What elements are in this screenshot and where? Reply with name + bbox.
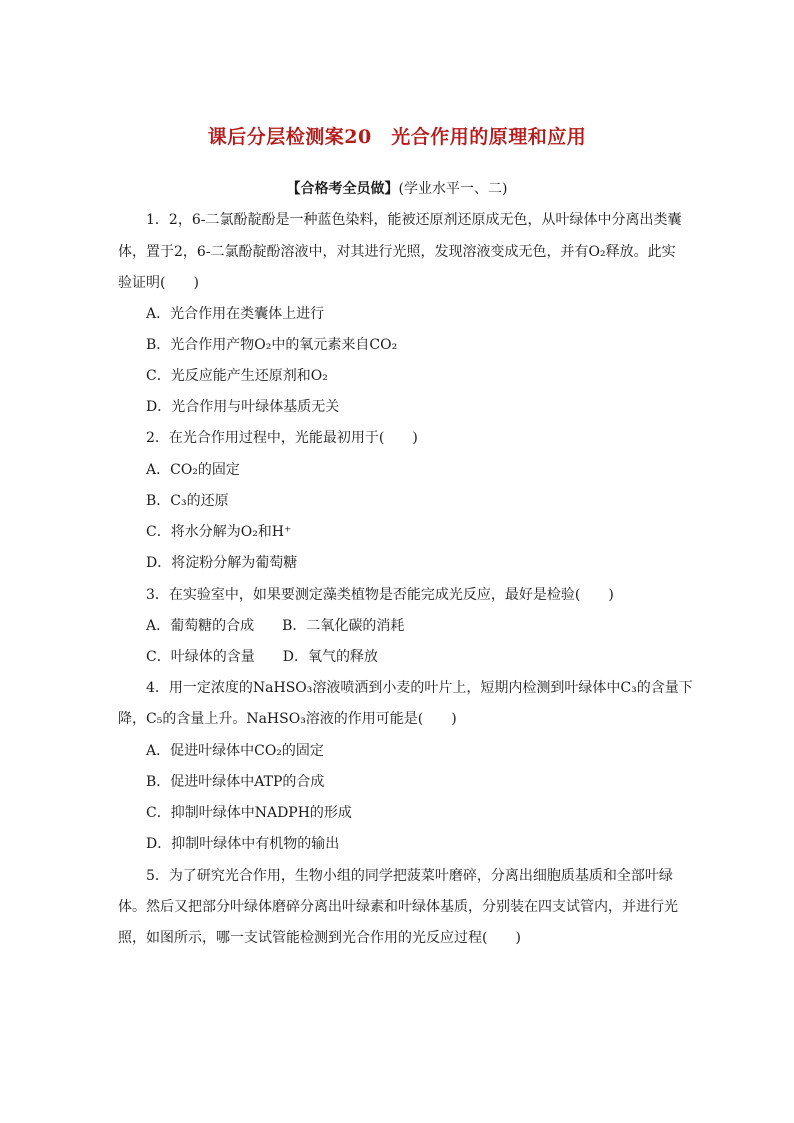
question-2-option-c: C．将水分解为O₂和H⁺ <box>146 524 292 540</box>
section-heading-suffix: (学业水平一、二) <box>398 181 508 197</box>
question-4-option-b: B．促进叶绿体中ATP的合成 <box>146 774 325 790</box>
question-5-line-1: 5．为了研究光合作用，生物小组的同学把菠菜叶磨碎，分离出细胞质基质和全部叶绿 <box>146 868 673 884</box>
question-4-option-d: D．抑制叶绿体中有机物的输出 <box>146 836 340 852</box>
question-3-option-b: B．二氧化碳的消耗 <box>282 618 405 634</box>
question-1-line-2: 体，置于2，6-二氯酚靛酚溶液中，对其进行光照，发现溶液变成无色，并有O₂释放。此实 <box>118 244 676 260</box>
question-3-line-1: 3．在实验室中，如果要测定藻类植物是否能完成光反应，最好是检验( ) <box>146 587 614 603</box>
question-4-line-1: 4．用一定浓度的NaHSO₃溶液喷洒到小麦的叶片上，短期内检测到叶绿体中C₃的含量下 <box>146 680 693 696</box>
question-1-option-a: A．光合作用在类囊体上进行 <box>146 306 325 322</box>
question-5-line-3: 照，如图所示，哪一支试管能检测到光合作用的光反应过程( ) <box>118 930 521 946</box>
question-3-option-d: D．氧气的释放 <box>282 649 378 665</box>
section-heading <box>0 178 794 198</box>
question-1-option-b: B．光合作用产物O₂中的氧元素来自CO₂ <box>146 337 398 353</box>
question-5-line-2: 体。然后又把部分叶绿体磨碎分离出叶绿素和叶绿体基质，分别装在四支试管内，并进行光 <box>118 899 678 915</box>
question-3-options-row-1 <box>146 617 404 635</box>
question-1-line-3: 验证明( ) <box>118 275 199 291</box>
section-heading-label: 【合格考全员做】 <box>286 181 399 197</box>
question-2-option-b: B．C₃的还原 <box>146 493 229 509</box>
question-4-option-a: A．促进叶绿体中CO₂的固定 <box>146 743 324 759</box>
question-2-option-a: A．CO₂的固定 <box>146 462 240 478</box>
document-title: 课后分层检测案20 光合作用的原理和应用 <box>207 126 587 148</box>
question-1-line-1: 1．2，6-二氯酚靛酚是一种蓝色染料，能被还原剂还原成无色，从叶绿体中分离出类囊 <box>146 212 682 228</box>
question-4-option-c: C．抑制叶绿体中NADPH的形成 <box>146 805 352 821</box>
question-1-option-d: D．光合作用与叶绿体基质无关 <box>146 399 340 415</box>
question-3-option-a: A．葡萄糖的合成 <box>146 618 255 634</box>
question-3-options-row-2 <box>146 648 378 666</box>
question-4-line-2: 降，C₅的含量上升。NaHSO₃溶液的作用可能是( ) <box>118 711 457 727</box>
question-2-line-1: 2．在光合作用过程中，光能最初用于( ) <box>146 430 418 446</box>
question-1-option-c: C．光反应能产生还原剂和O₂ <box>146 368 328 384</box>
question-3-option-c: C．叶绿体的含量 <box>146 649 255 665</box>
question-2-option-d: D．将淀粉分解为葡萄糖 <box>146 555 298 571</box>
